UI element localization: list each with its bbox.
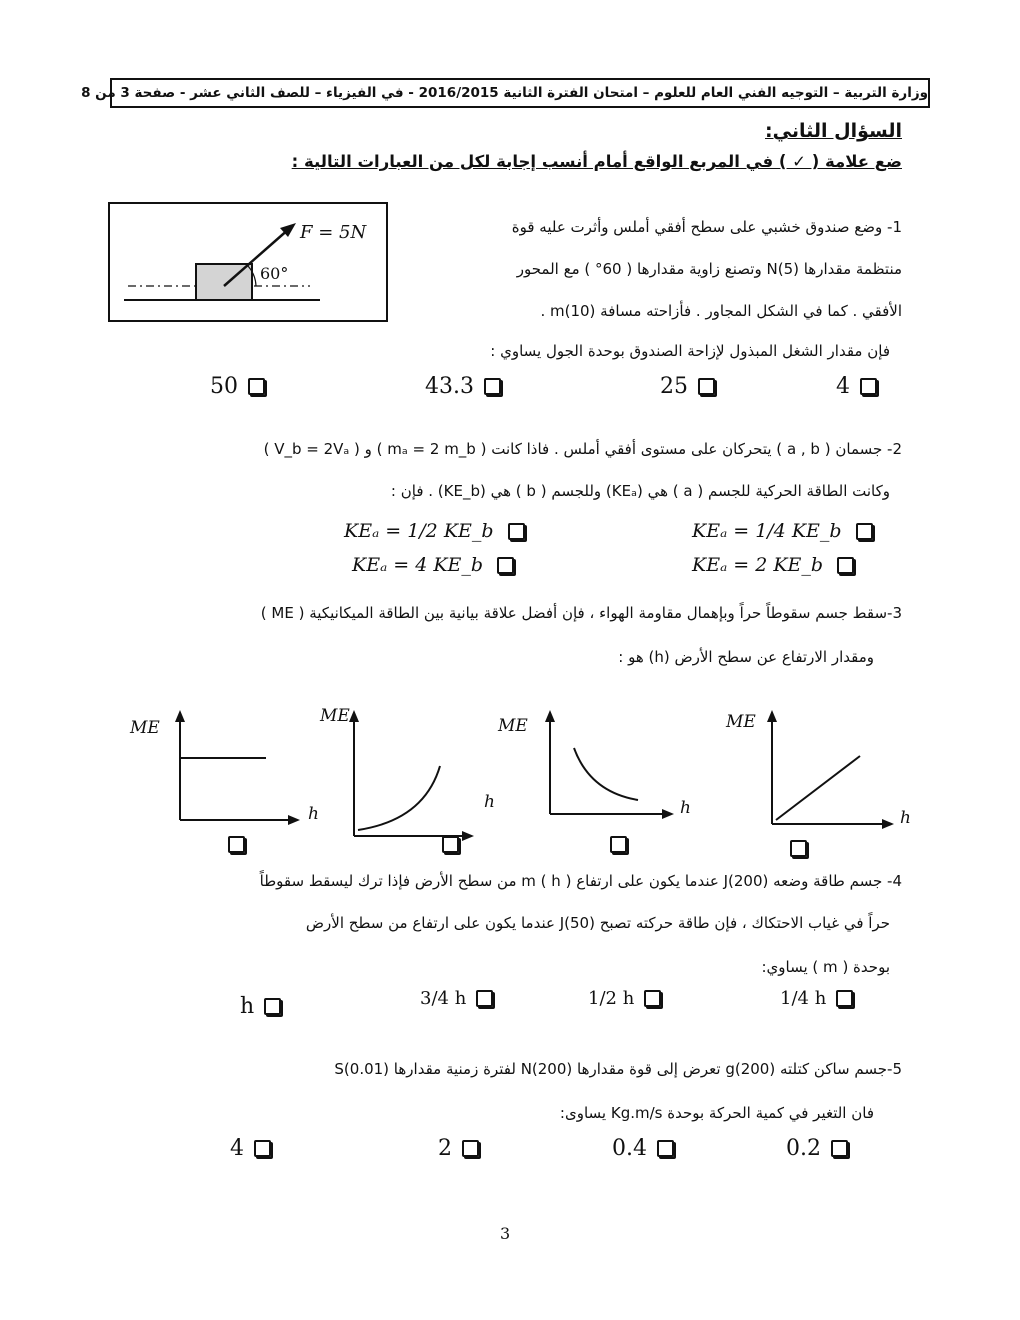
- q2-line2: وكانت الطاقة الحركية للجسم ( a ) هي (KEₐ) وللجسم ( b ) هي (KE_b) . فإن :: [390, 482, 890, 500]
- graph-ylabel: ME: [498, 716, 528, 736]
- q2-option-3-label: KEₐ = 4 KE_b: [352, 554, 484, 576]
- checkbox[interactable]: [860, 378, 877, 395]
- q5-option-4[interactable]: [786, 1136, 848, 1161]
- checkbox[interactable]: [644, 990, 661, 1007]
- q3-line2: ومقدار الارتفاع عن سطح الأرض (h) هو :: [618, 648, 874, 666]
- checkbox[interactable]: [831, 1140, 848, 1157]
- q1-option-1[interactable]: [210, 374, 265, 399]
- graph-ylabel: ME: [130, 718, 160, 738]
- q2-option-1[interactable]: [344, 520, 525, 542]
- q1-line4: فإن مقدار الشغل المبذول لإزاحة الصندوق بوحدة الجول يساوي :: [490, 342, 890, 360]
- q2-option-3[interactable]: [352, 554, 514, 576]
- q5-line1: 5-جسم ساكن كتلته g(200) تعرض إلى قوة مقدارها N(200) لفترة زمنية مقدارها S(0.01): [334, 1060, 902, 1078]
- force-label: F = 5N: [300, 222, 367, 243]
- q4-option-1-label: h: [240, 994, 255, 1019]
- graph-xlabel: h: [900, 808, 911, 828]
- graph-xlabel: h: [484, 792, 495, 812]
- instruction: ضع علامة ( ✓ ) في المربع الواقع أمام أنسب إجابة لكل من العبارات التالية :: [291, 152, 902, 171]
- checkbox[interactable]: [248, 378, 265, 395]
- q4-option-1[interactable]: [240, 994, 281, 1019]
- section-title: السؤال الثاني:: [765, 120, 902, 142]
- page-number: 3: [500, 1224, 511, 1243]
- q2-option-4[interactable]: [692, 554, 854, 576]
- checkbox[interactable]: [264, 998, 281, 1015]
- checkbox[interactable]: [254, 1140, 271, 1157]
- q1-figure: [108, 202, 388, 322]
- checkbox[interactable]: [508, 523, 525, 540]
- q4-line3: بوحدة ( m ) يساوي:: [761, 958, 890, 976]
- q3-graph-4: [724, 706, 924, 866]
- q4-option-2-label: 3/4 h: [420, 988, 467, 1009]
- q1-option-1-label: 50: [210, 374, 238, 399]
- q5-option-1[interactable]: [230, 1136, 271, 1161]
- q4-option-2[interactable]: [420, 988, 493, 1009]
- checkbox[interactable]: [657, 1140, 674, 1157]
- q5-option-3[interactable]: [612, 1136, 674, 1161]
- q5-option-3-label: 0.4: [612, 1136, 647, 1161]
- q4-line1: 4- جسم طاقة وضعه J(200) عندما يكون على ارتفاع ( h ) m من سطح الأرض فإذا ترك ليسقط سقوطاً: [259, 872, 902, 890]
- checkbox[interactable]: [228, 836, 245, 853]
- checkbox[interactable]: [497, 557, 514, 574]
- graph-ylabel: ME: [320, 706, 350, 726]
- angle-label: 60°: [260, 264, 289, 283]
- q3-line1: 3-سقط جسم سقوطاً حراً وبإهمال مقاومة الهواء ، فإن أفضل علاقة بيانية بين الطاقة الميكانيكية ( ME ): [260, 604, 902, 622]
- q4-option-3-label: 1/2 h: [588, 988, 635, 1009]
- checkbox[interactable]: [484, 378, 501, 395]
- q5-option-2-label: 2: [438, 1136, 452, 1161]
- q1-option-2-label: 43.3: [425, 374, 474, 399]
- exam-header: وزارة التربية – التوجيه الفني العام للعلوم – امتحان الفترة الثانية 2016/2015 - في الفيزياء – للصف الثاني عشر - صفحة 3 من 8: [110, 78, 930, 108]
- q4-option-4-label: 1/4 h: [780, 988, 827, 1009]
- q1-line3: الأفقي . كما في الشكل المجاور . فأزاحته مسافة m(10) .: [540, 302, 902, 320]
- q2-option-1-label: KEₐ = 1/2 KE_b: [344, 520, 494, 542]
- q1-option-4-label: 4: [836, 374, 850, 399]
- q4-option-3[interactable]: [588, 988, 661, 1009]
- checkbox[interactable]: [476, 990, 493, 1007]
- q2-line1: 2- جسمان ( a , b ) يتحركان على مستوى أفقي أملس . فاذا كانت ( mₐ = 2 m_b ) و ( V_b = 2Vₐ ): [263, 440, 902, 458]
- increasing-line-plot: [776, 756, 860, 820]
- q1-option-3[interactable]: [660, 374, 715, 399]
- checkbox[interactable]: [462, 1140, 479, 1157]
- q3-graph-3: [496, 706, 696, 866]
- q5-option-1-label: 4: [230, 1136, 244, 1161]
- checkbox[interactable]: [698, 378, 715, 395]
- q1-line1: 1- وضع صندوق خشبي على سطح أفقي أملس وأثرت عليه قوة: [511, 218, 902, 236]
- checkbox[interactable]: [790, 840, 807, 857]
- checkbox[interactable]: [836, 990, 853, 1007]
- checkbox[interactable]: [837, 557, 854, 574]
- q2-option-4-label: KEₐ = 2 KE_b: [692, 554, 824, 576]
- q5-option-2[interactable]: [438, 1136, 479, 1161]
- graph-ylabel: ME: [726, 712, 756, 732]
- q5-option-4-label: 0.2: [786, 1136, 821, 1161]
- checkbox[interactable]: [610, 836, 627, 853]
- q4-option-4[interactable]: [780, 988, 853, 1009]
- q5-line2: فان التغير في كمية الحركة بوحدة Kg.m/s يساوى:: [559, 1104, 874, 1122]
- q1-option-4[interactable]: [836, 374, 877, 399]
- q2-option-2-label: KEₐ = 1/4 KE_b: [692, 520, 842, 542]
- graph-xlabel: h: [308, 804, 319, 824]
- checkbox[interactable]: [442, 836, 459, 853]
- q3-graph-1: [128, 706, 319, 866]
- checkbox[interactable]: [856, 523, 873, 540]
- q3-graph-2: [318, 706, 498, 866]
- q2-option-2[interactable]: [692, 520, 873, 542]
- q4-line2: حراً في غياب الاحتكاك ، فإن طاقة حركته تصبح J(50) عندما يكون على ارتفاع من سطح الأرض: [305, 914, 890, 932]
- q1-option-3-label: 25: [660, 374, 688, 399]
- increasing-curve-plot: [358, 766, 440, 830]
- q1-option-2[interactable]: [425, 374, 501, 399]
- q1-line2: منتظمة مقدارها N(5) وتصنع زاوية مقدارها ( 60° ) مع المحور: [516, 260, 902, 278]
- graph-xlabel: h: [680, 798, 691, 818]
- decreasing-curve-plot: [574, 748, 638, 800]
